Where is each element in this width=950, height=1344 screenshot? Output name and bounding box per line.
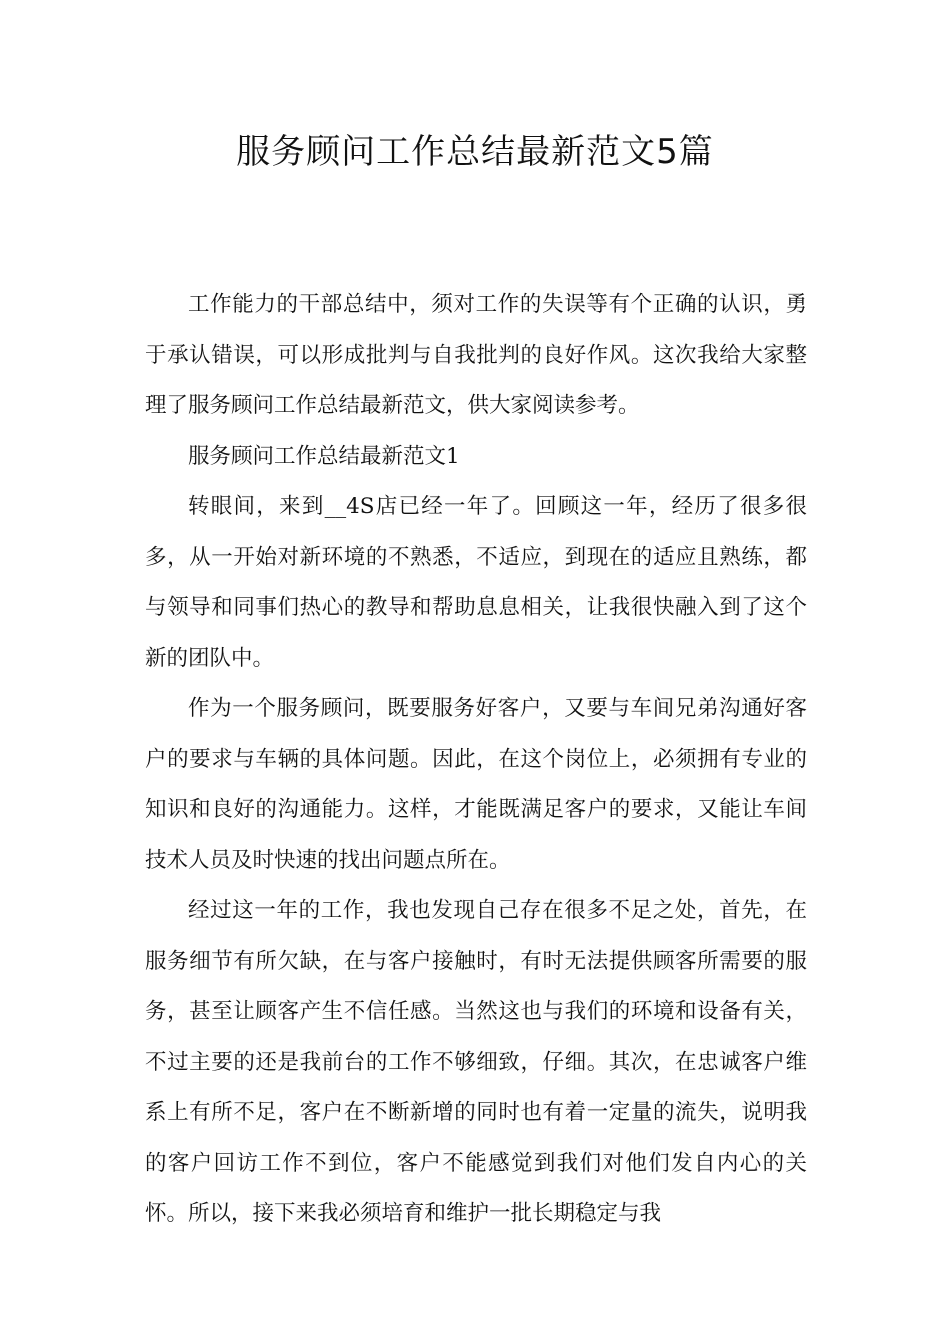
document-body <box>145 280 807 1240</box>
paragraph: 作为一个服务顾问，既要服务好客户，又要与车间兄弟沟通好客户的要求与车辆的具体问题。因此，在这个岗位上，必须拥有专业的知识和良好的沟通能力。这样，才能既满足客户的要求，又能让车间技术人员及时快速的找出问题点所在。 <box>145 696 807 873</box>
paragraph: 转眼间，来到__4S店已经一年了。回顾这一年，经历了很多很多，从一开始对新环境的不熟悉，不适应，到现在的适应且熟练，都与领导和同事们热心的教导和帮助息息相关，让我很快融入到了这个新的团队中。 <box>145 494 807 671</box>
section-heading: 服务顾问工作总结最新范文1 <box>188 443 460 469</box>
paragraph: 经过这一年的工作，我也发现自己存在很多不足之处，首先，在服务细节有所欠缺，在与客户接触时，有时无法提供顾客所需要的服务，甚至让顾客产生不信任感。当然这也与我们的环境和设备有关，不过主要的还是我前台的工作不够细致，仔细。其次，在忠诚客户维系上有所不足，客户在不断新增的同时也有着一定量的流失，说明我的客户回访工作不到位，客户不能感觉到我们对他们发自内心的关怀。所以，接下来我必须培育和维护一批长期稳定与我 <box>145 898 807 1226</box>
document-title: 服务顾问工作总结最新范文5篇 <box>236 132 714 172</box>
paragraph-intro: 工作能力的干部总结中，须对工作的失误等有个正确的认识，勇于承认错误，可以形成批判与自我批判的良好作风。这次我给大家整理了服务顾问工作总结最新范文，供大家阅读参考。 <box>145 292 807 418</box>
